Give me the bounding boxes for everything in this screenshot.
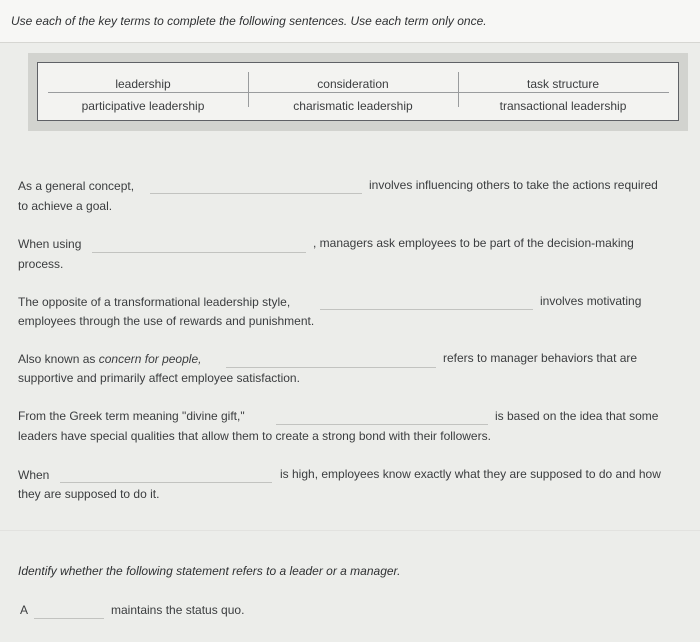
word-bank-term[interactable]: participative leadership: [81, 99, 205, 113]
answer-blank-6[interactable]: [60, 482, 272, 483]
word-bank-row-divider: [48, 92, 669, 93]
question-4-before-italic: concern for people,: [98, 352, 202, 366]
question-4-before: [18, 349, 201, 369]
word-bank-term[interactable]: charismatic leadership: [293, 99, 413, 113]
statement-answer-blank[interactable]: [34, 618, 104, 619]
question-6-after: is high, employees know exactly what they are supposed to do and how: [280, 467, 661, 481]
word-bank-term[interactable]: transactional leadership: [499, 99, 627, 113]
question-5-after: is based on the idea that some: [495, 409, 659, 423]
word-bank-term[interactable]: task structure: [526, 77, 600, 91]
question-3-before: The opposite of a transformational leadership style,: [18, 295, 291, 309]
answer-blank-3[interactable]: [320, 309, 533, 310]
word-bank-term[interactable]: leadership: [115, 77, 171, 91]
question-4-after: refers to manager behaviors that are: [443, 351, 638, 365]
section-divider: [0, 530, 700, 531]
instructions-bar: [0, 0, 700, 43]
question-4-before-plain: Also known as: [18, 352, 99, 366]
word-bank-frame: [28, 53, 688, 131]
question-6-before: When: [18, 468, 50, 482]
answer-blank-5[interactable]: [276, 424, 488, 425]
section-2-instructions: Identify whether the following statement refers to a leader or a manager.: [18, 564, 401, 578]
question-5-before: From the Greek term meaning "divine gift,": [18, 409, 245, 423]
statement-text: maintains the status quo.: [111, 603, 245, 617]
question-3-after: involves motivating: [540, 294, 642, 308]
question-4-continuation: supportive and primarily affect employee satisfaction.: [18, 371, 300, 385]
instructions-text: Use each of the key terms to complete the following sentences. Use each term only once.: [11, 14, 487, 28]
question-3-continuation: employees through the use of rewards and punishment.: [18, 314, 315, 328]
answer-blank-1[interactable]: [150, 193, 362, 194]
word-bank: [37, 62, 679, 121]
word-bank-term[interactable]: consideration: [317, 77, 389, 91]
question-2-continuation: process.: [18, 257, 64, 271]
question-5-continuation: leaders have special qualities that allow them to create a strong bond with their followers.: [18, 429, 491, 443]
statement-subject: A: [20, 603, 29, 617]
question-2-after: , managers ask employees to be part of the decision-making: [313, 236, 634, 250]
question-1-after: involves influencing others to take the actions required: [369, 178, 658, 192]
question-2-before: When using: [18, 237, 82, 251]
question-1-continuation: to achieve a goal.: [18, 199, 113, 213]
question-1-before: As a general concept,: [18, 179, 135, 193]
answer-blank-2[interactable]: [92, 252, 306, 253]
question-6-continuation: they are supposed to do it.: [18, 487, 160, 501]
